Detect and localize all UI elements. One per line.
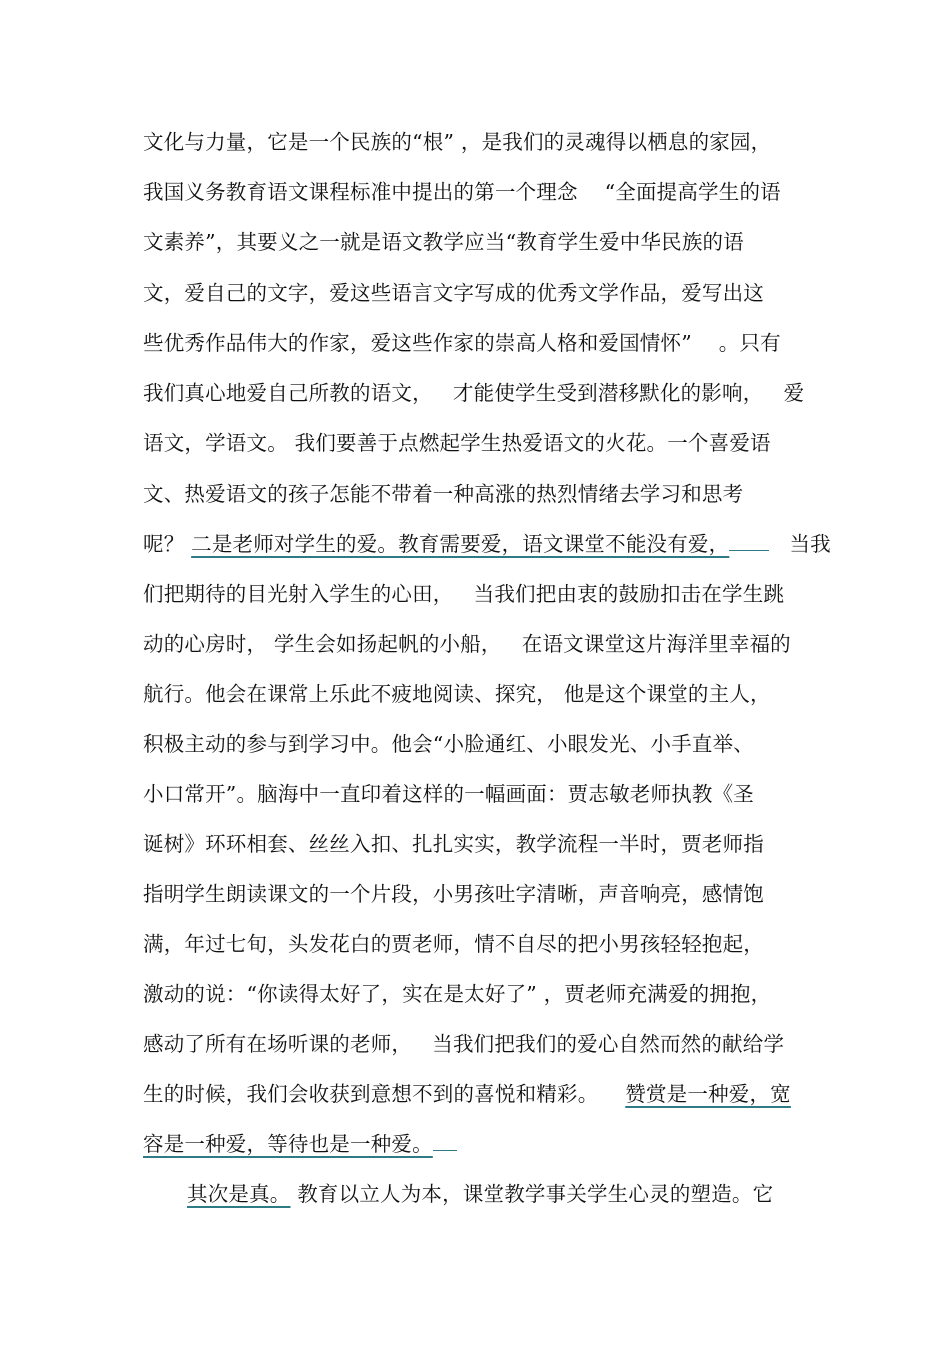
line-text: 文、热爱语文的孩子怎能不带着一种高涨的热烈情绪去学习和思考	[143, 482, 744, 506]
text-line	[143, 1127, 457, 1161]
line-text: 教育以立人为本，课堂教学事关学生心灵的塑造。它	[297, 1182, 774, 1206]
text-line	[143, 577, 784, 611]
text-line	[143, 376, 804, 410]
text-line	[143, 727, 754, 761]
underlined-phrase: 二是老师对学生的爱。教育需要爱，语文课堂不能没有爱，	[191, 532, 730, 556]
text-line-indented	[187, 1177, 773, 1211]
line-text: 小口常开”。脑海中一直印着这样的一幅画面：贾志敏老师执教《圣	[143, 782, 754, 806]
line-text: 些优秀作品伟大的作家，爱这些作家的崇高人格和爱国情怀” 。只有	[143, 331, 781, 355]
line-text: 指明学生朗读课文的一个片段，小男孩吐字清晰，声音响亮，感情饱	[143, 882, 764, 906]
text-line	[143, 477, 743, 511]
line-text: 满，年过七旬，头发花白的贾老师，情不自尽的把小男孩轻轻抱起，	[143, 932, 764, 956]
underlined-phrase: 赞赏是一种爱，宽	[625, 1082, 791, 1106]
line-text: 文素养”，其要义之一就是语文教学应当“教育学生爱中华民族的语	[143, 230, 744, 254]
line-text: 文化与力量，它是一个民族的“根” ，是我们的灵魂得以栖息的家园，	[143, 130, 772, 154]
line-text: 当我	[789, 532, 831, 556]
text-line	[143, 225, 744, 259]
line-text: 文，爱自己的文字，爱这些语言文字写成的优秀文学作品，爱写出这	[143, 281, 764, 305]
underline-extension	[729, 549, 769, 551]
line-text: 呢？	[143, 532, 185, 556]
text-line	[143, 677, 771, 711]
line-text: 积极主动的参与到学习中。他会“小脸通红、小眼发光、小手直举、	[143, 732, 754, 756]
text-line	[143, 977, 771, 1011]
underline-extension	[433, 1149, 457, 1151]
text-line	[143, 777, 754, 811]
text-line	[143, 276, 764, 310]
line-text: 动的心房时， 学生会如扬起帆的小船， 在语文课堂这片海洋里幸福的	[143, 632, 791, 656]
text-line	[143, 125, 771, 159]
text-line	[143, 326, 781, 360]
line-text: 感动了所有在场听课的老师， 当我们把我们的爱心自然而然的献给学	[143, 1032, 785, 1056]
text-line	[143, 627, 791, 661]
text-line	[143, 426, 771, 460]
text-line	[143, 877, 764, 911]
text-line	[143, 175, 781, 209]
text-line	[143, 1077, 791, 1111]
underlined-phrase: 其次是真。	[187, 1182, 291, 1206]
line-text: 诞树》环环相套、丝丝入扣、扎扎实实，教学流程一半时，贾老师指	[143, 832, 764, 856]
text-line	[143, 527, 831, 561]
text-line	[143, 827, 764, 861]
line-text: 我国义务教育语文课程标准中提出的第一个理念 “全面提高学生的语	[143, 180, 781, 204]
line-text: 激动的说：“你读得太好了，实在是太好了” ，贾老师充满爱的拥抱，	[143, 982, 772, 1006]
line-text: 我们真心地爱自己所教的语文， 才能使学生受到潜移默化的影响， 爱	[143, 381, 805, 405]
line-text: 生的时候，我们会收获到意想不到的喜悦和精彩。	[143, 1082, 599, 1106]
line-text: 航行。他会在课常上乐此不疲地阅读、探究， 他是这个课堂的主人，	[143, 682, 771, 706]
line-text: 语文，学语文。 我们要善于点燃起学生热爱语文的火花。一个喜爱语	[143, 431, 771, 455]
text-line	[143, 927, 764, 961]
line-text: 们把期待的目光射入学生的心田， 当我们把由衷的鼓励扣击在学生跳	[143, 582, 785, 606]
text-line	[143, 1027, 784, 1061]
underlined-phrase: 容是一种爱，等待也是一种爱。	[143, 1132, 433, 1156]
